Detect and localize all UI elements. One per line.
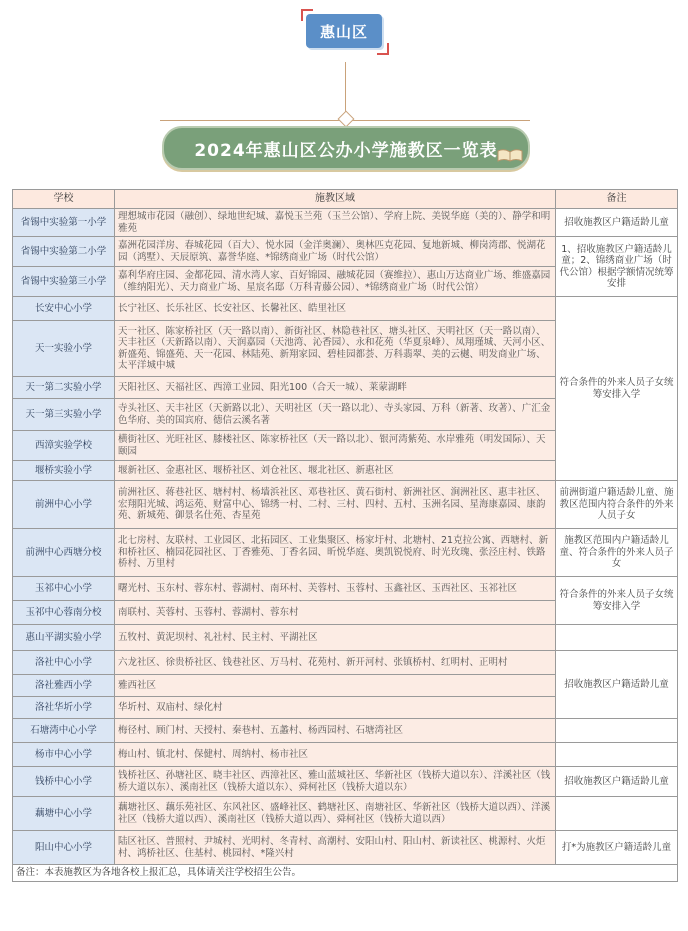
open-book-icon [497,148,523,162]
school-name-cell: 前洲中心西塘分校 [13,529,115,577]
school-name-cell: 天一第三实验小学 [13,399,115,431]
school-area-cell: 五牧村、黄泥坝村、礼社村、民主村、平湖社区 [115,625,556,651]
column-header-note: 备注 [556,190,678,209]
school-name-cell: 堰桥实验小学 [13,461,115,481]
table-row [13,797,678,831]
school-name-cell: 西漳实验学校 [13,431,115,461]
school-name-cell: 省锡中实验第三小学 [13,267,115,297]
school-name-cell: 长安中心小学 [13,297,115,321]
table-row [13,719,678,743]
school-area-cell: 寺头社区、天丰社区（天新路以北）、天明社区（天一路以北）、寺头家园、万科（新著、玫著）、广汇金色华府、美的国宾府、德信云溪名著 [115,399,556,431]
remark-cell: 符合条件的外来人员子女统筹安排入学 [556,297,678,481]
school-area-cell: 前洲社区、蒋巷社区、塘村村、杨墙浜社区、邓巷社区、黄石街村、新洲社区、涧洲社区、惠丰社区、宏翔阳光城、鸿运苑、财富中心、锦绣一村、二村、三村、四村、五村、玉洲名园、星海康嘉园、康韵苑、新城苑、御景名仕苑、杏星苑 [115,481,556,529]
school-name-cell: 省锡中实验第一小学 [13,209,115,237]
remark-cell: 招收施教区户籍适龄儿童 [556,651,678,719]
enrollment-table [12,189,678,882]
column-header-area: 施教区域 [115,190,556,209]
school-name-cell: 洛社华圻小学 [13,697,115,719]
table-row [13,481,678,529]
school-area-cell: 横街社区、光旺社区、膝楼社区、陈家桥社区（天一路以北）、银河湾紫苑、水岸雅苑（明发国际）、天颐园 [115,431,556,461]
remark-cell: 前洲街道户籍适龄儿童、施教区范围内符合条件的外来人员子女 [556,481,678,529]
school-area-cell: 华圻村、双庙村、绿化村 [115,697,556,719]
school-area-cell: 陆区社区、普照村、尹城村、光明村、冬青村、高潮村、安阳山村、阳山村、新读社区、桃源村、火炬村、鸿桥社区、住基村、桃园村、*隆兴村 [115,831,556,865]
school-area-cell: 梅山村、镇北村、保健村、周纳村、杨市社区 [115,743,556,767]
remark-cell: 打*为施教区户籍适龄儿童 [556,831,678,865]
table-row [13,743,678,767]
table-row [13,237,678,267]
remark-cell [556,625,678,651]
table-row [13,767,678,797]
school-area-cell: 天一社区、陈家桥社区（天一路以南）、新街社区、林隐巷社区、塘头社区、天明社区（天一路以南）、天丰社区（天新路以南）、天润嘉园（天池湾、沁香园）、永和花苑（华夏泉峰）、凤翔瑾城、天河小区、新盛苑、锦盛苑、天一花园、林陆苑、新翔家园、碧桂园都荟、万科翡翠、美的云樾、明发商业广场、太平洋城中城 [115,321,556,377]
table-row [13,651,678,675]
school-area-cell: 钱桥社区、孙塘社区、晓丰社区、西漳社区、雅山蓝城社区、华新社区（钱桥大道以东）、洋溪社区（钱桥大道以东）、溪南社区（钱桥大道以东）、舜柯社区（钱桥大道以东） [115,767,556,797]
school-area-cell: 长宁社区、长乐社区、长安社区、长馨社区、皓里社区 [115,297,556,321]
table-row [13,577,678,601]
remark-cell: 符合条件的外来人员子女统筹安排入学 [556,577,678,625]
school-name-cell: 杨市中心小学 [13,743,115,767]
remark-cell: 招收施教区户籍适龄儿童 [556,209,678,237]
school-name-cell: 藕塘中心小学 [13,797,115,831]
school-area-cell: 曙光村、玉东村、蓉东村、蓉湖村、南环村、芙蓉村、玉蓉村、玉鑫社区、玉西社区、玉祁社区 [115,577,556,601]
school-area-cell: 嘉利华府庄园、金都花园、清水湾人家、百好锦园、融城花园（赛维拉）、惠山万达商业广场、维盛嘉园（维纳阳光）、天力商业广场、星宸名邸（万科青藤公园）、*锦绣商业广场（时代公馆） [115,267,556,297]
table-header-row [13,190,678,209]
school-name-cell: 阳山中心小学 [13,831,115,865]
school-area-cell: 雅西社区 [115,675,556,697]
remark-cell: 招收施教区户籍适龄儿童 [556,767,678,797]
school-name-cell: 石塘湾中心小学 [13,719,115,743]
school-area-cell: 六龙社区、徐贵桥社区、钱巷社区、万马村、花苑村、新开河村、张镇桥村、红明村、正明村 [115,651,556,675]
page-title: 2024年惠山区公办小学施教区一览表 [162,126,530,170]
school-name-cell: 天一第二实验小学 [13,377,115,399]
school-name-cell: 前洲中心小学 [13,481,115,529]
school-name-cell: 省锡中实验第二小学 [13,237,115,267]
school-area-cell: 天阳社区、天福社区、西漳工业园、阳光100（合天一城）、莱蒙湖畔 [115,377,556,399]
table-row [13,209,678,237]
column-header-school: 学校 [13,190,115,209]
divider-diamond [338,111,355,128]
school-area-cell: 堰新社区、金惠社区、堰桥社区、刘仓社区、堰北社区、新惠社区 [115,461,556,481]
table-row [13,625,678,651]
school-area-cell: 梅径村、顾门村、天授村、秦巷村、五蠡村、杨西园村、石塘湾社区 [115,719,556,743]
school-area-cell: 嘉洲花园洋房、春城花园（百大）、悦水园（金洋奥澜）、奥林匹克花园、复地新城、柳岗湾郡、悦湖花园（鸿墅）、天辰原筑、嘉誉华庭、*锦绣商业广场（时代公馆） [115,237,556,267]
divider-vertical [345,62,346,114]
school-name-cell: 洛社中心小学 [13,651,115,675]
school-name-cell: 钱桥中心小学 [13,767,115,797]
school-name-cell: 玉祁中心小学 [13,577,115,601]
school-name-cell: 天一实验小学 [13,321,115,377]
school-name-cell: 玉祁中心蓉南分校 [13,601,115,625]
remark-cell [556,743,678,767]
remark-cell: 施教区范围内户籍适龄儿童、符合条件的外来人员子女 [556,529,678,577]
district-badge: 惠山区 [306,14,382,48]
remark-cell: 1、招收施教区户籍适龄儿童；2、锦绣商业广场（时代公馆）根据学额情况统筹安排 [556,237,678,297]
remark-cell [556,719,678,743]
school-area-cell: 北七房村、友联村、工业园区、北拓园区、工业集聚区、杨家圩村、北塘村、21克拉公寓、西塘村、新和桥社区、楠园花园社区、丁香雅苑、丁香名园、昕悦华庭、奥凯锐悦府、时光玫瑰、张泾庄村、铁路桥村、万里村 [115,529,556,577]
footer-note: 备注：本表施教区为各地各校上报汇总，具体请关注学校招生公告。 [13,865,678,882]
school-area-cell: 理想城市花园（融创）、绿地世纪城、嘉悦玉兰苑（玉兰公馆）、学府上院、美锐华庭（美的）、静学和明雅苑 [115,209,556,237]
table-row [13,297,678,321]
remark-cell [556,797,678,831]
school-name-cell: 洛社雅西小学 [13,675,115,697]
school-name-cell: 惠山平湖实验小学 [13,625,115,651]
school-area-cell: 藕塘社区、藕乐苑社区、东风社区、盛峰社区、鹤塘社区、南塘社区、华新社区（钱桥大道以西）、洋溪社区（钱桥大道以西）、溪南社区（钱桥大道以西）、舜柯社区（钱桥大道以西） [115,797,556,831]
table-row [13,831,678,865]
table-row [13,529,678,577]
school-area-cell: 南联村、芙蓉村、玉蓉村、蓉湖村、蓉东村 [115,601,556,625]
table-footer-row [13,865,678,882]
